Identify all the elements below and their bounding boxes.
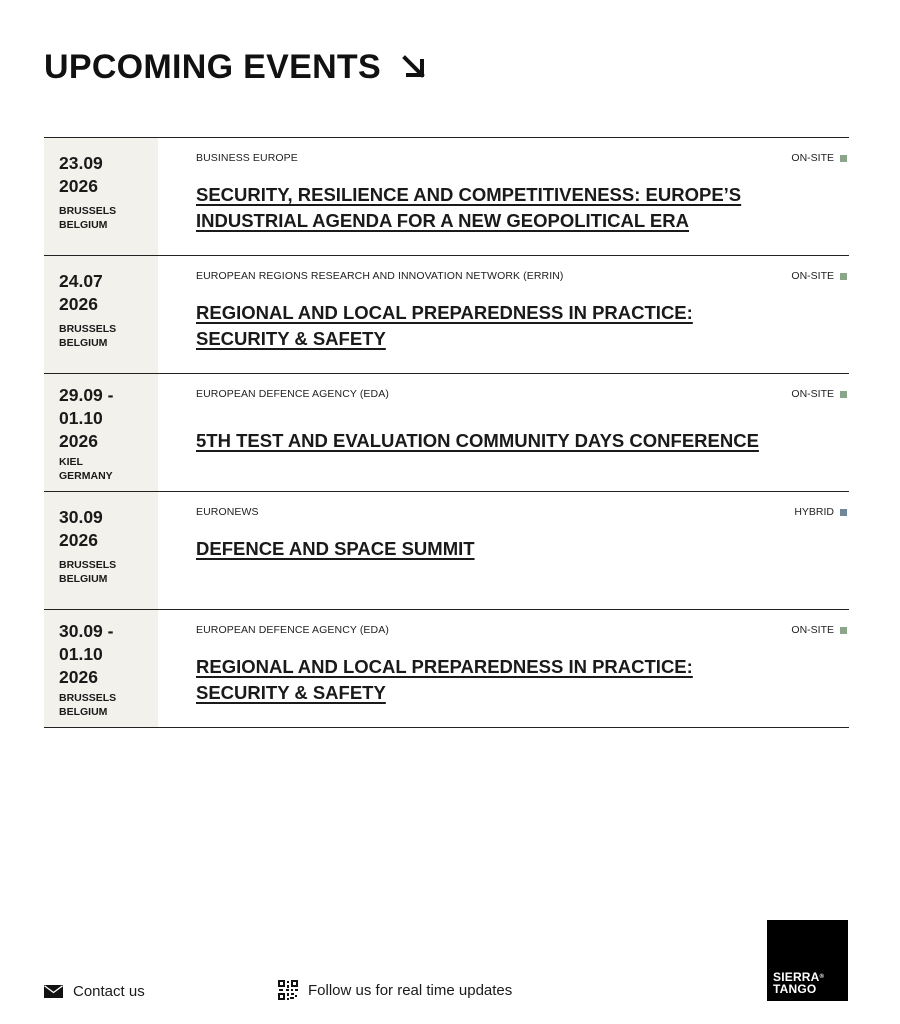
event-format-badge (791, 152, 847, 164)
event-format-badge (791, 270, 847, 282)
event-organizer: EURONEWS (196, 506, 259, 518)
event-format-label: ON-SITE (791, 152, 834, 164)
page-title (44, 46, 427, 88)
event-format-label: ON-SITE (791, 270, 834, 282)
event-format-badge (791, 388, 847, 400)
logo-line-1: SIERRA® (773, 970, 825, 984)
event-organizer: EUROPEAN REGIONS RESEARCH AND INNOVATION NETWORK (ERRIN) (196, 270, 564, 282)
event-date: 29.09 - 01.10 2026 (59, 385, 114, 451)
event-date: 30.09 - 01.10 2026 (59, 621, 114, 687)
event-organizer: EUROPEAN DEFENCE AGENCY (EDA) (196, 624, 389, 636)
event-organizer: EUROPEAN DEFENCE AGENCY (EDA) (196, 388, 389, 400)
event-date-cell (44, 256, 158, 373)
event-format-label: HYBRID (794, 506, 834, 518)
event-info (158, 610, 849, 727)
envelope-icon (44, 985, 63, 998)
event-location: BRUSSELS BELGIUM (59, 205, 117, 231)
event-title-link[interactable]: DEFENCE AND SPACE SUMMIT (196, 538, 475, 559)
event-title-link[interactable]: REGIONAL AND LOCAL PREPAREDNESS IN PRACTICE: SECURITY & SAFETY (196, 656, 693, 703)
events-list (44, 137, 849, 728)
event-format-badge (791, 624, 847, 636)
qr-code-icon[interactable] (278, 980, 298, 1000)
on-site-square-icon (840, 391, 847, 398)
sierra-tango-logo (767, 920, 848, 1001)
event-title-link[interactable]: SECURITY, RESILIENCE AND COMPETITIVENESS: EUROPE’S INDUSTRIAL AGENDA FOR A NEW GEOPOLITICAL ERA (196, 184, 742, 231)
event-date-cell (44, 492, 158, 609)
arrow-down-right-icon (401, 54, 427, 80)
contact-us-link[interactable] (44, 983, 145, 1000)
event-info (158, 374, 849, 491)
event-date-cell (44, 138, 158, 255)
event-location: KIEL GERMANY (59, 456, 113, 482)
event-location: BRUSSELS BELGIUM (59, 323, 117, 349)
hybrid-square-icon (840, 509, 847, 516)
follow-us (278, 980, 512, 1000)
event-title-link[interactable]: REGIONAL AND LOCAL PREPAREDNESS IN PRACTICE: SECURITY & SAFETY (196, 302, 693, 349)
event-row (44, 492, 849, 610)
event-format-label: ON-SITE (791, 624, 834, 636)
on-site-square-icon (840, 155, 847, 162)
event-date: 23.09 2026 (59, 153, 103, 196)
event-date: 24.07 2026 (59, 271, 103, 314)
event-date-cell (44, 374, 158, 491)
event-format-badge (794, 506, 847, 518)
on-site-square-icon (840, 627, 847, 634)
follow-us-label: Follow us for real time updates (308, 981, 513, 999)
event-row (44, 610, 849, 728)
event-date-cell (44, 610, 158, 727)
contact-us-label: Contact us (73, 983, 145, 1000)
event-title-link[interactable]: 5TH TEST AND EVALUATION COMMUNITY DAYS CONFERENCE (196, 430, 759, 451)
event-row (44, 374, 849, 492)
event-row (44, 256, 849, 374)
event-format-label: ON-SITE (791, 388, 834, 400)
page-title-text: UPCOMING EVENTS (44, 48, 381, 86)
event-organizer: BUSINESS EUROPE (196, 152, 298, 164)
event-location: BRUSSELS BELGIUM (59, 559, 117, 585)
logo-line-2: TANGO (773, 982, 817, 996)
event-location: BRUSSELS BELGIUM (59, 692, 117, 718)
event-info (158, 256, 849, 373)
on-site-square-icon (840, 273, 847, 280)
event-date: 30.09 2026 (59, 507, 103, 550)
event-info (158, 492, 849, 609)
event-row (44, 138, 849, 256)
event-info (158, 138, 849, 255)
